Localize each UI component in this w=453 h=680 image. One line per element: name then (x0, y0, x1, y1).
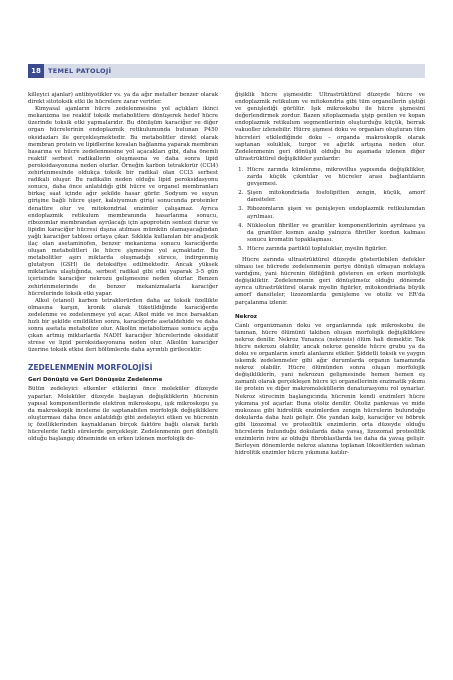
paragraph: Hücre zarında ultrastrüktürel düzeyde gösterilebilen defekler olması ise hücrede zedelenmenin geriye dönüşü olmayan noktaya vardığını, yani hücrenin öldüğünü gösteren en erken morfolojik değişikliktir. Zedelenmenin geri dönüşümsüz olduğu dönemde ayrıca ultrastrüktürel olarak myelin figürler, mitokondriada büyük amorf dansiteler, lizozomlarda genişleme ve otoliz ve ER'da parçalanma izlenir. (235, 256, 425, 306)
paragraph: Alkol (etanol) karbon tetraklorürden daha az toksik özellikte olmasına karşın, kronik olarak tüketildiğinde karaciğerde zedelenme ve zedelenmeye yol açar. Alkol mide ve ince barsaktan hızlı bir şekilde emildikten sonra, karaciğerde asetaldehide ve daha sonra asetata metabolize olur. Alkolün metabolizması sonucu açığa çıkan artmış miktarlarda NADH karaciğer hücrelerinde oksidatif strese ve lipid peroksidasyonuna neden olur. Alkolün karaciğer üzerine toksik etkisi ileri bölümlerde daha ayrıntılı girilecektir. (28, 297, 218, 354)
paragraph: Bütün zedeleyici etkenler etkilerini önce moleküler düzeyde yaparlar. Moleküler düzeyde başlayan değişikliklerin hücrenin yapısal komponentlerinde elektron mikroskopu, ışık mikroskopu ya da makroskopik inceleme ile saptanabilen morfolojik değişikliklere oluşturması daha önce anlatıldığı gibi zedeleyici etken ve hücrenin iç özelliklerinden kaynaklanan birçok faktöre bağlı olarak farklı hücrelerde farklı sürelerde gerçekleşir. Zedelenmenin geri dönüşlü olduğu başlangıç döneminde en erken izlenen morfolojik de- (28, 386, 218, 443)
left-column (28, 92, 218, 443)
right-column (235, 92, 425, 457)
paragraph: ğişiklik hücre şişmesidir. Ultrastrüktürel düzeyde hücre ve endoplazmik retikulum ve mitokondria gibi tüm organellerin şiştiği ve genişlediği görülür. Işık mikroskobu ile hücre şişmesini değerlendirmek zordur. Bazen sitoplazmada şişip genilen ve kopan endoplazmik retikulum segmentlerinin oluşturduğu küçük, berrak vakuoller izlenebilir. Hücre şişmesi doku ve organları oluşturan tüm hücreleri etkilediğinde doku – organda makroskopik olarak saptanan solukluk, turgor ve ağırlık artışına neden olur. Zedelenmenin geri dönüşlü olduğu bu aşamada izlenen diğer ultrastrüktürel değişiklikler şunlardır: (235, 92, 425, 162)
list-item: 4. Nükleolun fibriller ve granüler komponentlerinin ayrılması ya da granüler kısmın azalıp yalnızca fibriller kordun kalması sonucu kromatin topaklaşması. (245, 223, 425, 244)
subsection-heading: Nekroz (235, 313, 258, 320)
running-header (28, 64, 425, 78)
paragraph: killeyici ajanlar) antibiyotikler vs. ya da ağır metaller benzer olarak direkt sitotoksik etki ile hücrelere zarar verirler. (28, 92, 218, 106)
section-title: ZEDELENMENİN MORFOLOJİSİ (28, 363, 153, 373)
book-title: TEMEL PATOLOJİ (48, 67, 112, 75)
page-number: 18 (28, 64, 44, 78)
list-item: 5. Hücre zarında partikül topluluklar, myelin figürler. (245, 246, 425, 253)
list-item: 2. Şişen mitokondriada fosfolipitten zengin, küçük, amorf dansiteler. (245, 190, 425, 204)
ultrastructural-changes-list (235, 167, 425, 253)
paragraph: Kimyasal ajanların hücre zedelenmesine yol açtıkları ikinci mekanizma ise reaktif toksik metabolitlere dönüşerek hedef hücre üzerinde toksik etki yapmalarıdır. Bu dönüşüm karaciğer ve diğer organ hücrelerinin endoplazmik retikulumunda bulunan P450 oksidazları ile gerçekleşmektedir. Bu metabolitler direkt olarak membran protein ve lipidlerine kovalan bağlanma yaparak membran hasarına ve hücre zedelenmesine yol açacakları gibi, daha önemli reaktif serbest radikallerin oluşmasına ve daha sonra lipid peroksidasyonuna neden olurlar. Örneğin karbon tetraklorür (CCl4) zehirlenmesinde oldukça toksik bir radikal olan CCl3 serbest radikali oluşur. Bu radikalin neden olduğu lipid peroksidasyonu sonucu, daha önce anlatıldığı gibi hücre ve organel membranları birkaç saat içinde ağır şekilde hasar görür. Sodyum ve suyun girişine bağlı hücre şişer, kalsiyumun girişi sonucunda proteinler denatüre olur ve mitokondrial enzimler çalışamaz. Ayrıca endoplazmik retikulum membranında hasarlanma sonucu, ribozomlar membrandan ayrılacağı için apoprotein sentezi durur ve lipidin karaciğer hücresi dışına atılması mümkün olamayacağından yağlı karaciğer tablosu ortaya çıkar. Sıklıkla kullanılan bir analjezik ilaç olan asetaminofen, benzer mekanizma sonucu karaciğerde oluşan metabolitleri ile hücre şişmesine yol açmaktadır. Bu metabolitler aşırı miktarda oluşmadığı sürece, indirgenmiş glutatyon (GSH) ile detoksifiye edilmektedir. Ancak yüksek miktarlara ulaştığında, serbest radikal gibi etki yaparak 3-5 gün içerisinde karaciğer nekrozu gelişmesine neden olurlar. Benzen zehirlenmelerinde de benzer mekanizmalarla karaciğer hücrelerinde toksik etki yapar. (28, 106, 218, 297)
subsection-heading: Geri Dönüşlü ve Geri Dönüşsüz Zedelenme (28, 377, 163, 384)
list-item: 1. Hücre zarında kümlenme, mikrovillus yapısında değişiklikler, zarda küçük çıkıntılar ve hücreler arası bağlantıların gevşemesi. (245, 167, 425, 188)
list-item: 3. Ribozomların şişen ve genişleyen endoplazmik retikulumdan ayrılması. (245, 206, 425, 220)
paragraph: Canlı organizmanın doku ve organlarında ışık mikroskobu ile tanınan, hücre ölümünü takiben oluşan morfolojik değişikliklere nekroz denilir. Nekroz Yunanca (nekrosis) ölüm hali demektir. Tek hücre nekrozu olabilir, ancak nekroz genelde hücre grubu ya da doku ve organların sınırlı alanlarını etkiler. Şiddetli toksik ve yaygın iskemik zedelenmeler gibi ağır durumlarda organın tamamında nekroz olabilir. Hücre ölümünden sonra oluşan morfolojik değişikliklerin, yani nekrozun gelişmesinde hemen hemen eş zamanlı olarak gerçekleşen hücre içi organellerinin enzimatik yıkımı ile protein ve diğer makromoleküllerin denaturasyonu rol oynarlar. Nekroz sürecinin başlangıcında hücrenin kendi enzimleri hücre yıkımına yol açarlar. Buna otoliz denilir. Otoliz pankreas ve mide mukozası gibi hidrolitik enzimlerden zengin hücrelerin bulunduğu dokularda daha hızlı gelişir. Öte yandan kalp, karaciğer ve böbrek gibi lizozomal ve proteolitik enzimlerin orta düzeyde olduğu hücrelerin bulunduğu dokularda daha yavaş, lizozomal proteolitik enzimlerin ivire az olduğu fibroblastlarda ise daha da yavaş gelişir. Berleyen dönemlerde nekroz alanına toplanan lökositlerden salınan hidrolitik enzimler hücre yıkımına katılır- (235, 322, 425, 457)
